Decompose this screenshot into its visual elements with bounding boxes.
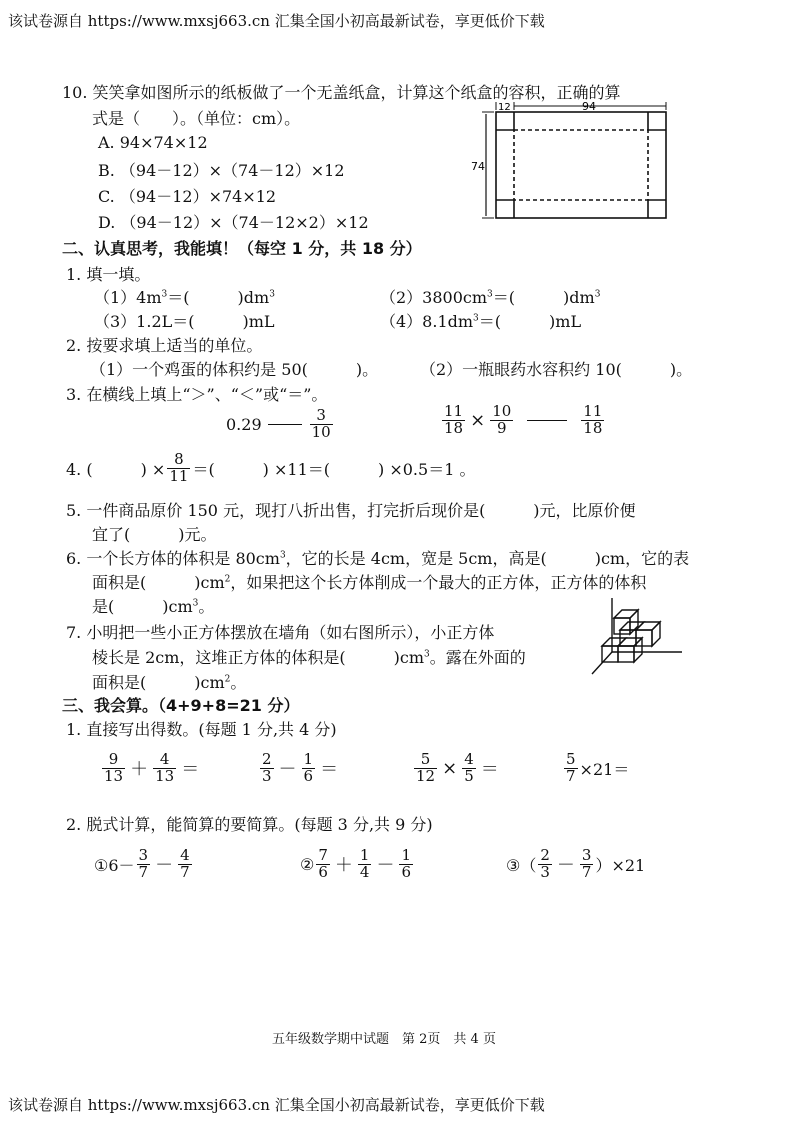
s2-q7-line1: 7. 小明把一些小正方体摆放在墙角（如右图所示），小正方体 [66,623,495,642]
s3-q2-expr3: ③（ $\frac{2}{3}$ － $\frac{3}{7}$ ）×21 [506,846,646,881]
s2-q6-line2: 面积是( )$cm^2$，如果把这个长方体削成一个最大的正方体，正方体的体积 [92,573,647,592]
box-net-figure [470,100,670,225]
section2-title: 二、认真思考，我能填！（每空 1 分，共 18 分） [62,239,422,258]
s2-q2-b: （2）一瓶眼药水容积约 10( )。 [420,360,693,379]
s2-q1-d: $(4)8.1dm^3=$( )mL [380,312,582,331]
s3-q1-expr2: $\frac{2}{3}$ － $\frac{1}{6}$ ＝ [262,750,339,785]
s3-q1-expr1: $\frac{9}{13}$ ＋ $\frac{4}{13}$ ＝ [104,750,200,785]
s2-q3-compare1: 0.29 $\frac{3}{10}$ [226,406,331,441]
s2-q5-line1: 5. 一件商品原价 150 元，现打八折出售，打完折后现价是( )元，比原价便 [66,501,636,520]
fig-label-12: 12 [498,102,511,113]
s2-q1-title: 1. 填一填。 [66,265,151,284]
s3-q2-title: 2. 脱式计算，能简算的要简算。(每题 3 分,共 9 分) [66,815,433,834]
cubes-corner-figure [590,596,685,678]
s2-q1-a: $(1)4m^3=$( )$dm^3$ [94,288,275,307]
s2-q3-title: 3. 在横线上填上“＞”、“＜”或“＝”。 [66,385,328,404]
s2-q2-a: （1）一个鸡蛋的体积约是 50( )。 [90,360,379,379]
s2-q7-line3: 面积是( )$cm^2$。 [92,673,247,692]
section3-title: 三、我会算。（4+9+8=21 分） [62,696,300,715]
s2-q2-title: 2. 按要求填上适当的单位。 [66,336,263,355]
s2-q4: 4. ( ) × $\frac{8}{11}$ ＝( ) ×11＝( ) ×0.5＝1 。 [66,450,476,485]
s2-q1-c: （3）1.2L＝( )mL [94,312,275,331]
footer-banner: 该试卷源自 https://www.mxsj663.cn 汇集全国小初高最新试卷，享更低价下载 [8,1096,545,1114]
q10-option-c: C. （94－12）×74×12 [98,187,277,206]
s2-q6-line1: 6. 一个长方体的体积是 $80cm^3$，它的长是 4cm，宽是 5cm，高是( )cm，它的表 [66,549,690,568]
q10-option-a: A. 94×74×12 [98,133,208,152]
q10-option-d: D. （94－12）×（74－12×2）×12 [98,213,369,232]
s2-q5-line2: 宜了( )元。 [92,525,217,544]
s3-q2-expr2: ② $\frac{7}{6}$ ＋ $\frac{1}{4}$ － $\frac{1}{6}$ [300,846,411,881]
header-banner: 该试卷源自 https://www.mxsj663.cn 汇集全国小初高最新试卷，享更低价下载 [8,12,545,30]
fig-label-74: 74 [471,160,485,173]
s2-q6-line3: 是( )$cm^3$。 [92,597,215,616]
q10-line1: 10. 笑笑拿如图所示的纸板做了一个无盖纸盒，计算这个纸盒的容积，正确的算 [62,83,621,102]
q10-line2: 式是（ ）。（单位：cm）。 [92,109,301,128]
q10-option-b: B. （94－12）×（74－12）×12 [98,161,345,180]
s2-q7-line2: 棱长是 2cm，这堆正方体的体积是( )$cm^3$。露在外面的 [92,648,526,667]
s2-q3-compare2: $\frac{11}{18}$ × $\frac{10}{9}$ $\frac{11}{18}$ [444,402,603,437]
page-footer: 五年级数学期中试题 第 2页 共 4 页 [272,1032,496,1047]
s2-q1-b: $(2)3800cm^3=$( )$dm^3$ [380,288,601,307]
fig-label-94: 94 [582,100,596,113]
s3-q1-expr3: $\frac{5}{12}$ × $\frac{4}{5}$ ＝ [416,750,499,785]
s3-q2-expr1: ①6－ $\frac{3}{7}$ － $\frac{4}{7}$ [94,846,190,881]
s3-q1-title: 1. 直接写出得数。(每题 1 分,共 4 分) [66,720,337,739]
s3-q1-expr4: $\frac{5}{7}$ ×21＝ [566,750,630,785]
